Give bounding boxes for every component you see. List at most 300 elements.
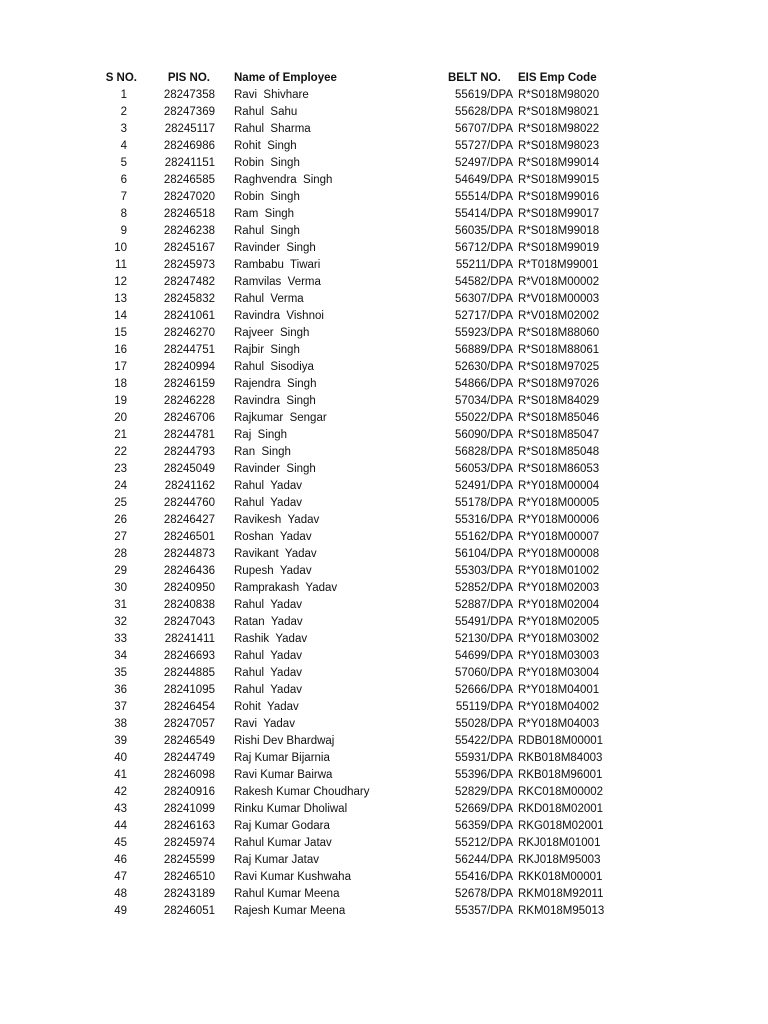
cell-eis-emp-code: RKJ018M01001 <box>518 837 601 849</box>
cell-eis-emp-code: RKD018M02001 <box>518 803 604 815</box>
cell-belt-no: 52666/DPA <box>455 684 513 696</box>
cell-eis-emp-code: R*S018M99015 <box>518 174 600 186</box>
table-row <box>0 818 638 835</box>
cell-employee-name: Ravi Kumar Kushwaha <box>234 871 351 883</box>
cell-eis-emp-code: RKM018M92011 <box>518 888 604 900</box>
cell-employee-name: Rahul Verma <box>234 293 304 305</box>
cell-sno: 27 <box>114 531 127 543</box>
cell-eis-emp-code: R*Y018M02005 <box>518 616 600 628</box>
cell-belt-no: 55119/DPA <box>455 701 513 713</box>
table-row <box>0 801 638 818</box>
cell-sno: 20 <box>114 412 127 424</box>
cell-employee-name: Ran Singh <box>234 446 291 458</box>
cell-eis-emp-code: R*Y018M00005 <box>518 497 600 509</box>
table-row <box>0 155 638 172</box>
cell-pis-no: 28246098 <box>163 769 215 781</box>
table-row <box>0 189 638 206</box>
cell-belt-no: 52497/DPA <box>455 157 513 169</box>
table-row <box>0 886 638 903</box>
cell-sno: 30 <box>114 582 127 594</box>
cell-pis-no: 28247020 <box>163 191 215 203</box>
cell-belt-no: 56104/DPA <box>455 548 513 560</box>
cell-pis-no: 28245599 <box>163 854 215 866</box>
cell-sno: 1 <box>120 89 127 101</box>
cell-eis-emp-code: R*Y018M00006 <box>518 514 600 526</box>
table-row <box>0 614 638 631</box>
cell-sno: 12 <box>114 276 127 288</box>
header-row <box>0 70 638 87</box>
table-row <box>0 206 638 223</box>
cell-sno: 43 <box>114 803 127 815</box>
table-row <box>0 869 638 886</box>
table-row <box>0 767 638 784</box>
cell-sno: 32 <box>114 616 127 628</box>
cell-sno: 45 <box>114 837 127 849</box>
cell-eis-emp-code: R*Y018M03004 <box>518 667 600 679</box>
cell-sno: 29 <box>114 565 127 577</box>
cell-eis-emp-code: R*S018M88061 <box>518 344 600 356</box>
table-row <box>0 733 638 750</box>
header-pis-no: PIS NO. <box>167 72 210 84</box>
cell-belt-no: 55162/DPA <box>455 531 513 543</box>
cell-belt-no: 56707/DPA <box>455 123 513 135</box>
cell-sno: 10 <box>114 242 127 254</box>
cell-employee-name: Rohit Yadav <box>234 701 299 713</box>
cell-eis-emp-code: RKB018M96001 <box>518 769 603 781</box>
cell-belt-no: 54866/DPA <box>455 378 513 390</box>
header-employee-name: Name of Employee <box>234 72 337 84</box>
table-row <box>0 648 638 665</box>
cell-belt-no: 56712/DPA <box>455 242 513 254</box>
cell-pis-no: 28247369 <box>163 106 215 118</box>
cell-sno: 11 <box>115 259 127 271</box>
cell-sno: 26 <box>114 514 127 526</box>
cell-belt-no: 55178/DPA <box>455 497 513 509</box>
cell-employee-name: Roshan Yadav <box>234 531 312 543</box>
table-row <box>0 359 638 376</box>
cell-sno: 48 <box>114 888 127 900</box>
cell-eis-emp-code: RKG018M02001 <box>518 820 604 832</box>
cell-eis-emp-code: R*Y018M00008 <box>518 548 600 560</box>
employee-sheet <box>0 70 768 920</box>
cell-pis-no: 28246510 <box>163 871 215 883</box>
cell-employee-name: Rishi Dev Bhardwaj <box>234 735 335 747</box>
cell-pis-no: 28243189 <box>163 888 215 900</box>
cell-employee-name: Ravinder Singh <box>234 242 316 254</box>
cell-sno: 33 <box>114 633 127 645</box>
cell-eis-emp-code: R*S018M99014 <box>518 157 600 169</box>
cell-employee-name: Rupesh Yadav <box>234 565 312 577</box>
cell-pis-no: 28244885 <box>163 667 215 679</box>
cell-employee-name: Rinku Kumar Dholiwal <box>234 803 348 815</box>
cell-pis-no: 28245974 <box>163 837 215 849</box>
cell-pis-no: 28244749 <box>163 752 215 764</box>
cell-employee-name: Raj Singh <box>234 429 288 441</box>
cell-belt-no: 55923/DPA <box>455 327 513 339</box>
cell-belt-no: 52887/DPA <box>455 599 513 611</box>
cell-belt-no: 55357/DPA <box>455 905 513 917</box>
cell-belt-no: 56359/DPA <box>455 820 513 832</box>
cell-sno: 22 <box>114 446 127 458</box>
cell-belt-no: 52130/DPA <box>455 633 513 645</box>
table-row <box>0 376 638 393</box>
table-row <box>0 903 638 920</box>
cell-belt-no: 52491/DPA <box>455 480 513 492</box>
cell-sno: 35 <box>114 667 127 679</box>
cell-eis-emp-code: R*Y018M00004 <box>518 480 600 492</box>
cell-employee-name: Rakesh Kumar Choudhary <box>234 786 370 798</box>
cell-eis-emp-code: R*S018M99017 <box>518 208 600 220</box>
cell-employee-name: Rajkumar Sengar <box>234 412 327 424</box>
cell-sno: 23 <box>114 463 127 475</box>
cell-pis-no: 28241099 <box>163 803 215 815</box>
cell-employee-name: Raj Kumar Godara <box>234 820 330 832</box>
cell-pis-no: 28247358 <box>163 89 215 101</box>
cell-pis-no: 28240838 <box>163 599 215 611</box>
table-row <box>0 580 638 597</box>
cell-pis-no: 28246706 <box>163 412 215 424</box>
cell-belt-no: 52669/DPA <box>455 803 513 815</box>
cell-eis-emp-code: R*Y018M02003 <box>518 582 600 594</box>
table-body <box>0 87 638 920</box>
cell-belt-no: 54699/DPA <box>455 650 513 662</box>
cell-sno: 25 <box>114 497 127 509</box>
cell-employee-name: Raj Kumar Bijarnia <box>234 752 330 764</box>
cell-pis-no: 28246427 <box>163 514 215 526</box>
cell-eis-emp-code: R*T018M99001 <box>518 259 599 271</box>
cell-pis-no: 28246436 <box>163 565 215 577</box>
cell-eis-emp-code: R*Y018M01002 <box>518 565 600 577</box>
cell-pis-no: 28246270 <box>163 327 215 339</box>
header-belt-no: BELT NO. <box>448 72 501 84</box>
cell-employee-name: Rahul Sahu <box>234 106 298 118</box>
cell-employee-name: Ravi Yadav <box>234 718 295 730</box>
cell-sno: 5 <box>120 157 127 169</box>
cell-pis-no: 28244793 <box>163 446 215 458</box>
cell-pis-no: 28247043 <box>163 616 215 628</box>
table-row <box>0 342 638 359</box>
cell-employee-name: Rahul Kumar Meena <box>234 888 340 900</box>
cell-employee-name: Robin Singh <box>234 157 300 169</box>
cell-employee-name: Rambabu Tiwari <box>234 259 321 271</box>
cell-pis-no: 28241162 <box>164 480 215 492</box>
cell-sno: 3 <box>120 123 127 135</box>
cell-employee-name: Rajbir Singh <box>234 344 300 356</box>
table-row <box>0 682 638 699</box>
cell-sno: 18 <box>114 378 127 390</box>
cell-pis-no: 28247482 <box>163 276 215 288</box>
cell-employee-name: Rajendra Singh <box>234 378 317 390</box>
table-row <box>0 240 638 257</box>
cell-sno: 40 <box>114 752 127 764</box>
cell-employee-name: Ramvilas Verma <box>234 276 321 288</box>
cell-pis-no: 28246549 <box>163 735 215 747</box>
cell-eis-emp-code: R*V018M00002 <box>518 276 600 288</box>
cell-pis-no: 28245049 <box>163 463 215 475</box>
cell-employee-name: Rajveer Singh <box>234 327 310 339</box>
cell-belt-no: 55727/DPA <box>455 140 513 152</box>
cell-sno: 42 <box>114 786 127 798</box>
cell-employee-name: Ramprakash Yadav <box>234 582 338 594</box>
cell-sno: 8 <box>120 208 127 220</box>
table-row <box>0 563 638 580</box>
cell-employee-name: Ravikesh Yadav <box>234 514 320 526</box>
cell-eis-emp-code: R*S018M97026 <box>518 378 600 390</box>
cell-belt-no: 55212/DPA <box>455 837 513 849</box>
table-row <box>0 597 638 614</box>
cell-belt-no: 55303/DPA <box>455 565 513 577</box>
cell-pis-no: 28244760 <box>163 497 215 509</box>
cell-sno: 2 <box>120 106 127 118</box>
cell-employee-name: Rahul Singh <box>234 225 300 237</box>
cell-pis-no: 28246454 <box>163 701 215 713</box>
cell-pis-no: 28246986 <box>163 140 215 152</box>
cell-belt-no: 52829/DPA <box>455 786 513 798</box>
table-row <box>0 495 638 512</box>
cell-employee-name: Rahul Yadav <box>234 667 302 679</box>
cell-sno: 24 <box>114 480 127 492</box>
cell-sno: 34 <box>114 650 127 662</box>
cell-sno: 47 <box>114 871 127 883</box>
cell-eis-emp-code: RDB018M00001 <box>518 735 604 747</box>
cell-eis-emp-code: R*S018M98023 <box>518 140 600 152</box>
header-sno: S NO. <box>105 72 137 84</box>
cell-eis-emp-code: R*Y018M00007 <box>518 531 600 543</box>
cell-employee-name: Robin Singh <box>234 191 300 203</box>
table-row <box>0 444 638 461</box>
table-row <box>0 410 638 427</box>
cell-sno: 14 <box>114 310 127 322</box>
cell-eis-emp-code: RKC018M00002 <box>518 786 604 798</box>
cell-eis-emp-code: R*Y018M04001 <box>518 684 600 696</box>
cell-eis-emp-code: R*Y018M04002 <box>518 701 600 713</box>
cell-sno: 16 <box>114 344 127 356</box>
cell-belt-no: 56307/DPA <box>455 293 513 305</box>
header-eis-emp-code: EIS Emp Code <box>518 72 597 84</box>
cell-eis-emp-code: R*S018M99019 <box>518 242 600 254</box>
cell-pis-no: 28246501 <box>163 531 215 543</box>
cell-employee-name: Raghvendra Singh <box>234 174 333 186</box>
table-row <box>0 257 638 274</box>
cell-eis-emp-code: R*S018M99018 <box>518 225 600 237</box>
cell-eis-emp-code: R*S018M84029 <box>518 395 600 407</box>
table-row <box>0 138 638 155</box>
table-row <box>0 750 638 767</box>
cell-sno: 9 <box>120 225 127 237</box>
table-row <box>0 835 638 852</box>
cell-sno: 4 <box>120 140 127 152</box>
table-row <box>0 512 638 529</box>
table-row <box>0 784 638 801</box>
cell-belt-no: 55414/DPA <box>455 208 513 220</box>
table-row <box>0 393 638 410</box>
cell-eis-emp-code: R*Y018M02004 <box>518 599 600 611</box>
cell-employee-name: Rahul Yadav <box>234 599 302 611</box>
cell-belt-no: 54649/DPA <box>455 174 513 186</box>
cell-pis-no: 28244781 <box>163 429 215 441</box>
cell-pis-no: 28246518 <box>163 208 215 220</box>
cell-eis-emp-code: RKM018M95013 <box>518 905 605 917</box>
table-row <box>0 104 638 121</box>
cell-pis-no: 28240916 <box>163 786 215 798</box>
cell-belt-no: 55628/DPA <box>455 106 513 118</box>
cell-eis-emp-code: R*Y018M03003 <box>518 650 600 662</box>
cell-eis-emp-code: R*S018M98020 <box>518 89 600 101</box>
table-row <box>0 223 638 240</box>
cell-pis-no: 28246228 <box>163 395 215 407</box>
cell-employee-name: Rahul Sharma <box>234 123 311 135</box>
cell-sno: 17 <box>114 361 127 373</box>
cell-employee-name: Ravikant Yadav <box>234 548 317 560</box>
table-row <box>0 427 638 444</box>
cell-eis-emp-code: R*S018M88060 <box>518 327 600 339</box>
cell-belt-no: 56828/DPA <box>455 446 513 458</box>
cell-pis-no: 28241151 <box>164 157 215 169</box>
cell-eis-emp-code: R*S018M97025 <box>518 361 600 373</box>
table-row <box>0 325 638 342</box>
cell-pis-no: 28245832 <box>163 293 215 305</box>
cell-eis-emp-code: R*S018M85047 <box>518 429 600 441</box>
cell-sno: 44 <box>114 820 127 832</box>
table-row <box>0 308 638 325</box>
cell-sno: 15 <box>114 327 127 339</box>
cell-belt-no: 55211/DPA <box>455 259 513 271</box>
cell-eis-emp-code: R*S018M85046 <box>518 412 600 424</box>
cell-belt-no: 56244/DPA <box>455 854 513 866</box>
cell-belt-no: 56035/DPA <box>455 225 513 237</box>
cell-eis-emp-code: R*Y018M04003 <box>518 718 600 730</box>
cell-belt-no: 56090/DPA <box>455 429 513 441</box>
table-row <box>0 461 638 478</box>
cell-sno: 37 <box>114 701 127 713</box>
cell-sno: 49 <box>114 905 127 917</box>
cell-eis-emp-code: RKJ018M95003 <box>518 854 601 866</box>
cell-pis-no: 28245167 <box>163 242 215 254</box>
cell-pis-no: 28246159 <box>163 378 215 390</box>
cell-eis-emp-code: R*V018M00003 <box>518 293 600 305</box>
cell-pis-no: 28244873 <box>163 548 215 560</box>
cell-employee-name: Ram Singh <box>234 208 295 220</box>
cell-pis-no: 28240994 <box>163 361 215 373</box>
cell-employee-name: Ravindra Singh <box>234 395 316 407</box>
cell-sno: 31 <box>114 599 127 611</box>
table-row <box>0 172 638 189</box>
cell-sno: 38 <box>114 718 127 730</box>
table-row <box>0 665 638 682</box>
table-row <box>0 87 638 104</box>
cell-eis-emp-code: R*S018M86053 <box>518 463 600 475</box>
cell-belt-no: 52717/DPA <box>455 310 513 322</box>
employee-table <box>0 70 638 920</box>
table-row <box>0 699 638 716</box>
cell-belt-no: 55491/DPA <box>455 616 513 628</box>
cell-sno: 6 <box>120 174 127 186</box>
cell-sno: 28 <box>114 548 127 560</box>
table-row <box>0 121 638 138</box>
cell-pis-no: 28245973 <box>163 259 215 271</box>
cell-employee-name: Ravinder Singh <box>234 463 316 475</box>
cell-belt-no: 55416/DPA <box>455 871 513 883</box>
cell-belt-no: 57034/DPA <box>455 395 513 407</box>
cell-eis-emp-code: R*S018M99016 <box>518 191 600 203</box>
cell-employee-name: Ravi Shivhare <box>234 89 309 101</box>
cell-employee-name: Rahul Kumar Jatav <box>234 837 332 849</box>
cell-pis-no: 28244751 <box>163 344 215 356</box>
cell-employee-name: Rashik Yadav <box>234 633 308 645</box>
cell-belt-no: 54582/DPA <box>455 276 513 288</box>
cell-sno: 7 <box>120 191 127 203</box>
cell-employee-name: Rohit Singh <box>234 140 297 152</box>
cell-belt-no: 52852/DPA <box>455 582 513 594</box>
table-row <box>0 716 638 733</box>
cell-employee-name: Rahul Yadav <box>234 684 302 696</box>
cell-eis-emp-code: R*Y018M03002 <box>518 633 600 645</box>
cell-belt-no: 56053/DPA <box>455 463 513 475</box>
cell-sno: 19 <box>114 395 127 407</box>
cell-sno: 21 <box>114 429 127 441</box>
cell-belt-no: 52630/DPA <box>455 361 513 373</box>
cell-sno: 41 <box>114 769 127 781</box>
table-row <box>0 291 638 308</box>
cell-eis-emp-code: R*S018M85048 <box>518 446 600 458</box>
cell-belt-no: 55422/DPA <box>455 735 513 747</box>
cell-pis-no: 28246051 <box>163 905 215 917</box>
cell-eis-emp-code: R*S018M98022 <box>518 123 600 135</box>
cell-employee-name: Rajesh Kumar Meena <box>234 905 346 917</box>
cell-belt-no: 55619/DPA <box>455 89 513 101</box>
cell-pis-no: 28247057 <box>163 718 215 730</box>
cell-belt-no: 56889/DPA <box>455 344 513 356</box>
cell-employee-name: Raj Kumar Jatav <box>234 854 320 866</box>
cell-employee-name: Ratan Yadav <box>234 616 303 628</box>
table-row <box>0 631 638 648</box>
cell-pis-no: 28241061 <box>163 310 215 322</box>
cell-pis-no: 28246585 <box>163 174 215 186</box>
table-row <box>0 478 638 495</box>
cell-pis-no: 28246238 <box>163 225 215 237</box>
cell-sno: 13 <box>114 293 127 305</box>
cell-employee-name: Rahul Yadav <box>234 480 302 492</box>
cell-pis-no: 28245117 <box>164 123 215 135</box>
cell-belt-no: 52678/DPA <box>455 888 513 900</box>
cell-eis-emp-code: R*S018M98021 <box>518 106 600 118</box>
cell-sno: 46 <box>114 854 127 866</box>
table-row <box>0 274 638 291</box>
cell-sno: 39 <box>114 735 127 747</box>
table-row <box>0 529 638 546</box>
cell-employee-name: Rahul Yadav <box>234 497 302 509</box>
cell-employee-name: Rahul Sisodiya <box>234 361 314 373</box>
cell-eis-emp-code: RKK018M00001 <box>518 871 603 883</box>
cell-belt-no: 55022/DPA <box>455 412 513 424</box>
table-row <box>0 852 638 869</box>
cell-employee-name: Rahul Yadav <box>234 650 302 662</box>
cell-pis-no: 28246163 <box>163 820 215 832</box>
cell-pis-no: 28241095 <box>163 684 215 696</box>
cell-belt-no: 55931/DPA <box>455 752 513 764</box>
cell-sno: 36 <box>114 684 127 696</box>
cell-eis-emp-code: RKB018M84003 <box>518 752 603 764</box>
cell-pis-no: 28241411 <box>164 633 215 645</box>
cell-eis-emp-code: R*V018M02002 <box>518 310 600 322</box>
cell-belt-no: 55396/DPA <box>455 769 513 781</box>
cell-employee-name: Ravindra Vishnoi <box>234 310 324 322</box>
table-row <box>0 546 638 563</box>
cell-belt-no: 57060/DPA <box>455 667 513 679</box>
cell-pis-no: 28240950 <box>163 582 215 594</box>
cell-belt-no: 55028/DPA <box>455 718 513 730</box>
cell-employee-name: Ravi Kumar Bairwa <box>234 769 333 781</box>
